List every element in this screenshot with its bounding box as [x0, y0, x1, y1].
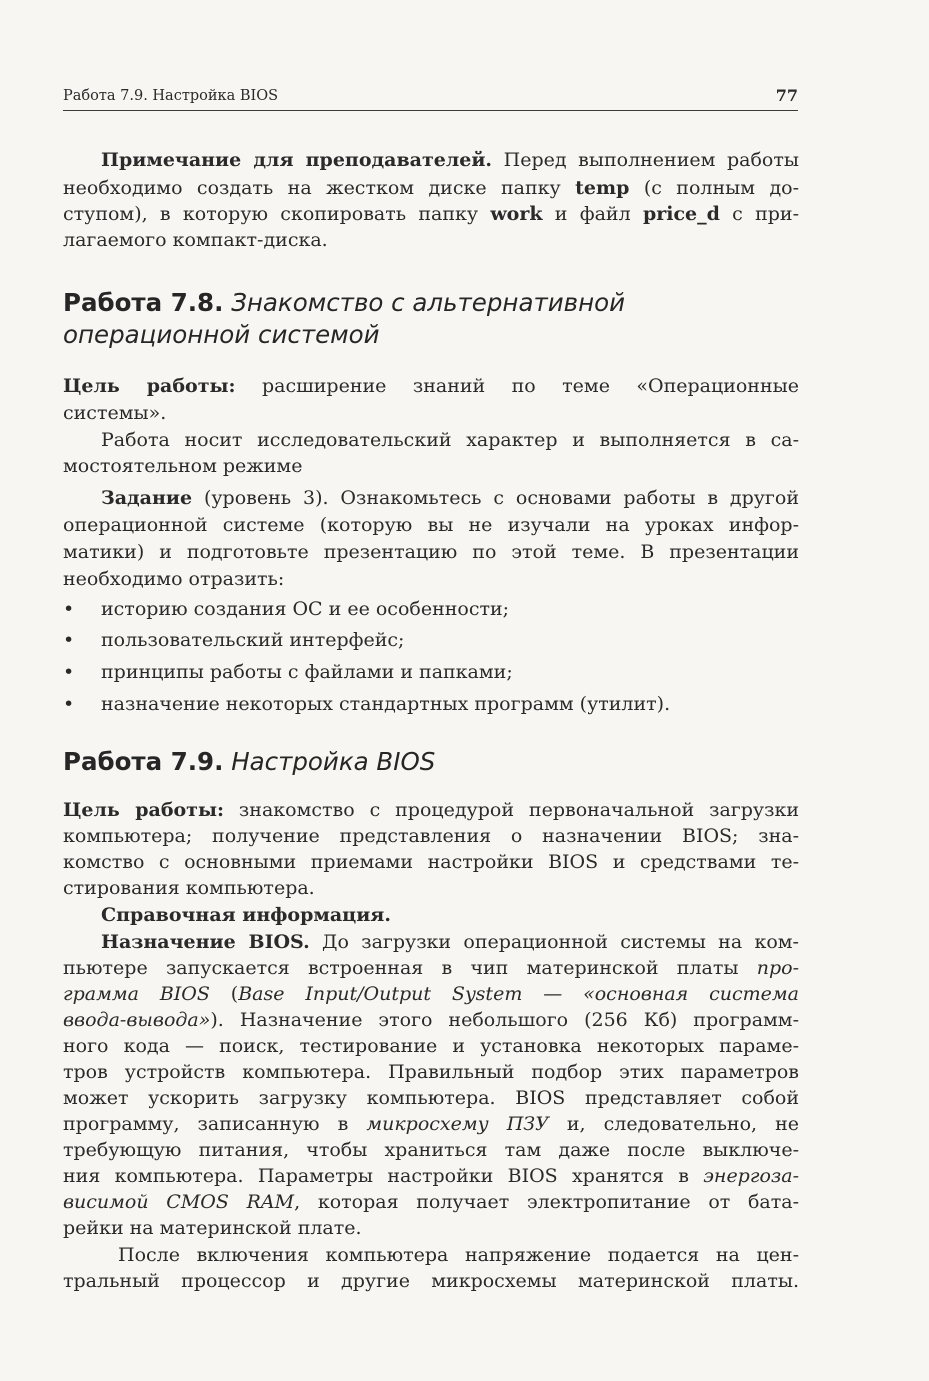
s79-line-13: После включения компьютера напряжение подается на цен- [118, 1244, 799, 1266]
s79-line-5: ного кода — поиск, тестирование и установка некоторых параме- [63, 1035, 799, 1057]
s79-text-10a: ния компьютера. Параметры настройки BIOS хранятся в [63, 1165, 704, 1187]
s79-text-11b: , которая получает электропитание от бата- [294, 1191, 800, 1213]
s79-goal-label: Цель работы: [63, 799, 225, 821]
s79-goal-line-1 [63, 797, 799, 823]
s78-task-label: Задание [101, 487, 193, 509]
s79-text-1: До загрузки операционной системы на ком- [309, 931, 799, 953]
s79-line-14: тральный процессор и другие микросхемы материнской платы. [63, 1270, 799, 1292]
s78-p1-line-1: Работа носит исследовательский характер и выполняется в са- [101, 429, 799, 451]
s78-task-text-1: (уровень 3). Ознакомьтесь с основами работы в другой [192, 487, 799, 509]
s78-goal-line-2: системы». [63, 402, 167, 424]
s78-task-line-1 [101, 485, 799, 511]
note-folder-work: work [490, 203, 543, 225]
s79-text-4b: ). Назначение этого небольшого (256 Кб) программ- [210, 1009, 799, 1031]
note-line-2 [63, 175, 799, 201]
s78-goal-line-1 [63, 373, 799, 399]
s79-line-1 [101, 929, 799, 955]
note-text-3a: ступом), в которую скопировать папку [63, 203, 491, 225]
section-79-title: Настройка BIOS [223, 747, 436, 776]
s79-line-3 [63, 981, 799, 1007]
s78-task-line-4: необходимо отразить: [63, 568, 285, 590]
section-78-heading [63, 286, 625, 320]
s79-line-10 [63, 1163, 799, 1189]
section-78-heading-line-2 [63, 318, 380, 352]
s79-line-7: может ускорить загрузку компьютера. BIOS представляет собой [63, 1087, 799, 1109]
s79-goal-line-2: компьютера; получение представления о назначении BIOS; зна- [63, 825, 799, 847]
s78-goal-text-1: расширение знаний по теме «Операционные [235, 375, 799, 397]
s79-text-8b: микросхему ПЗУ [366, 1113, 549, 1135]
s78-p1-line-2: мостоятельном режиме [63, 455, 303, 477]
note-text-2a: необходимо создать на жестком диске папку [63, 177, 576, 199]
s79-text-3b: ( [209, 983, 239, 1005]
list-item: историю создания ОС и ее особенности; [101, 598, 510, 620]
note-line-4: лагаемого компакт-диска. [63, 229, 328, 251]
note-text-3c: и файл [542, 203, 643, 225]
s79-line-8 [63, 1111, 799, 1137]
s79-line-11 [63, 1189, 799, 1215]
section-78-number: Работа 7.8. [63, 288, 224, 317]
bullet-icon: • [63, 661, 75, 683]
s79-text-4a: ввода-вывода» [63, 1009, 211, 1031]
note-line-3 [63, 201, 799, 227]
bullet-icon: • [63, 693, 75, 715]
note-text-2c: (с полным до- [629, 177, 800, 199]
s79-line-9: требующую питания, чтобы храниться там даже после выключе- [63, 1139, 799, 1161]
page-number: 77 [775, 86, 798, 105]
note-folder-temp: temp [575, 177, 630, 199]
s79-text-2a: пьютере запускается встроенная в чип материнской платы [63, 957, 757, 979]
note-label: Примечание для преподавателей. [101, 149, 493, 171]
note-file-price: price_d [642, 203, 720, 225]
running-head-title: Работа 7.9. Настройка BIOS [63, 88, 279, 104]
section-79-number: Работа 7.9. [63, 747, 224, 776]
s79-text-3a: грамма BIOS [63, 983, 210, 1005]
s79-line-4 [63, 1007, 799, 1033]
list-item: принципы работы с файлами и папками; [101, 661, 513, 683]
note-line-1 [101, 147, 799, 173]
s79-text-3c: Base Input/Output System — «основная система [238, 983, 800, 1005]
s79-goal-text-1: знакомство с процедурой первоначальной загрузки [224, 799, 799, 821]
note-text-3e: с при- [719, 203, 799, 225]
bullet-icon: • [63, 629, 75, 651]
s79-purpose-label: Назначение BIOS. [101, 931, 310, 953]
s79-goal-line-4: стирования компьютера. [63, 877, 315, 899]
s78-task-line-3: матики) и подготовьте презентацию по этой теме. В презентации [63, 541, 799, 563]
s79-text-10b: энергоза- [703, 1165, 799, 1187]
s79-line-6: тров устройств компьютера. Правильный подбор этих параметров [63, 1061, 799, 1083]
s79-text-8c: и, следовательно, не [548, 1113, 799, 1135]
running-head [63, 86, 798, 111]
note-text-1: Перед выполнением работы [492, 149, 799, 171]
s79-line-12: рейки на материнской плате. [63, 1217, 362, 1239]
list-item: пользовательский интерфейс; [101, 629, 405, 651]
section-78-title-1: Знакомство с альтернативной [223, 288, 626, 317]
s79-line-2 [63, 955, 799, 981]
list-item: назначение некоторых стандартных программ (утилит). [101, 693, 671, 715]
s79-text-11a: висимой CMOS RAM [63, 1191, 295, 1213]
section-78-title-2: операционной системой [63, 320, 380, 349]
bullet-icon: • [63, 598, 75, 620]
s78-task-line-2: операционной системе (которую вы не изучали на уроках инфор- [63, 514, 799, 536]
s79-reference-label: Справочная информация. [101, 904, 391, 926]
s79-text-8a: программу, записанную в [63, 1113, 367, 1135]
section-79-heading [63, 745, 435, 779]
s78-goal-label: Цель работы: [63, 375, 236, 397]
s79-goal-line-3: комство с основными приемами настройки BIOS и средствами те- [63, 851, 799, 873]
s79-text-2b: про- [756, 957, 799, 979]
